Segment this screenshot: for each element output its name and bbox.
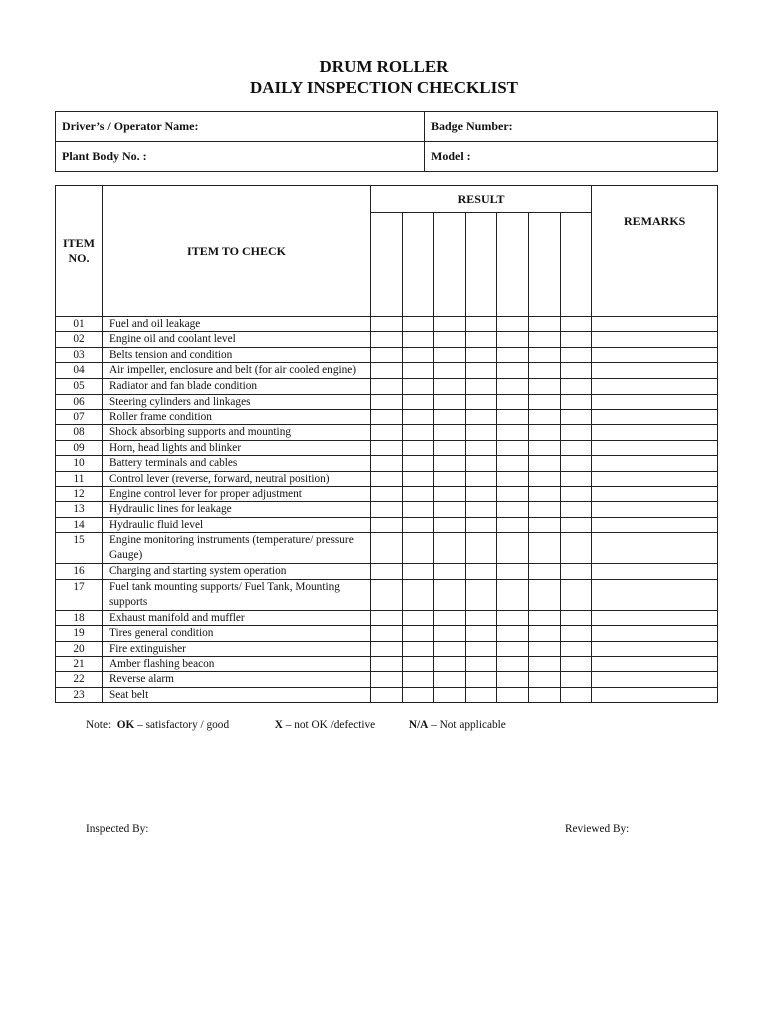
result-cell[interactable] bbox=[465, 471, 497, 486]
result-cell[interactable] bbox=[497, 626, 529, 641]
remarks-cell[interactable] bbox=[592, 517, 718, 532]
result-cell[interactable] bbox=[465, 672, 497, 687]
result-cell[interactable] bbox=[434, 579, 466, 610]
result-cell[interactable] bbox=[497, 347, 529, 362]
result-cell[interactable] bbox=[560, 641, 592, 656]
table-row bbox=[56, 564, 718, 579]
result-cell[interactable] bbox=[434, 502, 466, 517]
result-cell[interactable] bbox=[402, 641, 434, 656]
result-cell[interactable] bbox=[402, 533, 434, 564]
result-cell[interactable] bbox=[371, 564, 403, 579]
result-cell[interactable] bbox=[465, 641, 497, 656]
result-cell[interactable] bbox=[402, 672, 434, 687]
item-to-check: Seat belt bbox=[103, 687, 371, 702]
result-cell[interactable] bbox=[465, 410, 497, 425]
result-cell[interactable] bbox=[497, 410, 529, 425]
result-cell[interactable] bbox=[560, 517, 592, 532]
item-to-check: Fuel tank mounting supports/ Fuel Tank, Mounting supports bbox=[103, 579, 371, 610]
item-to-check: Fuel and oil leakage bbox=[103, 317, 371, 332]
table-row bbox=[56, 626, 718, 641]
result-column-header bbox=[465, 213, 497, 317]
result-column-header bbox=[560, 213, 592, 317]
result-cell[interactable] bbox=[497, 579, 529, 610]
x-key: X bbox=[274, 719, 283, 731]
remarks-cell[interactable] bbox=[592, 656, 718, 671]
remarks-cell[interactable] bbox=[592, 379, 718, 394]
result-cell[interactable] bbox=[528, 317, 560, 332]
result-cell[interactable] bbox=[465, 687, 497, 702]
item-to-check: Steering cylinders and linkages bbox=[103, 394, 371, 409]
result-cell[interactable] bbox=[528, 425, 560, 440]
table-row bbox=[56, 317, 718, 332]
item-number: 23 bbox=[56, 687, 103, 702]
result-cell[interactable] bbox=[434, 656, 466, 671]
item-number: 15 bbox=[56, 533, 103, 564]
result-cell[interactable] bbox=[497, 672, 529, 687]
result-cell[interactable] bbox=[402, 656, 434, 671]
document-subtitle: DAILY INSPECTION CHECKLIST bbox=[250, 78, 518, 97]
result-cell[interactable] bbox=[402, 610, 434, 625]
item-number: 21 bbox=[56, 656, 103, 671]
item-number: 10 bbox=[56, 456, 103, 471]
remarks-cell[interactable] bbox=[592, 579, 718, 610]
table-row bbox=[56, 379, 718, 394]
result-cell[interactable] bbox=[497, 456, 529, 471]
item-number: 07 bbox=[56, 410, 103, 425]
result-cell[interactable] bbox=[371, 641, 403, 656]
result-cell[interactable] bbox=[560, 579, 592, 610]
result-cell[interactable] bbox=[528, 533, 560, 564]
result-cell[interactable] bbox=[560, 410, 592, 425]
checklist-body bbox=[56, 317, 718, 703]
remarks-cell[interactable] bbox=[592, 533, 718, 564]
table-row bbox=[56, 517, 718, 532]
model-field[interactable]: Model : bbox=[425, 142, 718, 172]
result-cell[interactable] bbox=[402, 317, 434, 332]
reviewed-by-label: Reviewed By: bbox=[565, 823, 630, 835]
remarks-cell[interactable] bbox=[592, 440, 718, 455]
result-cell[interactable] bbox=[497, 317, 529, 332]
remarks-cell[interactable] bbox=[592, 347, 718, 362]
result-cell[interactable] bbox=[402, 363, 434, 379]
result-cell[interactable] bbox=[528, 332, 560, 347]
result-cell[interactable] bbox=[465, 517, 497, 532]
result-column-header bbox=[528, 213, 560, 317]
result-cell[interactable] bbox=[465, 440, 497, 455]
result-column-header bbox=[434, 213, 466, 317]
result-cell[interactable] bbox=[465, 394, 497, 409]
remarks-cell[interactable] bbox=[592, 410, 718, 425]
result-cell[interactable] bbox=[560, 626, 592, 641]
result-cell[interactable] bbox=[528, 579, 560, 610]
result-cell[interactable] bbox=[528, 672, 560, 687]
remarks-cell[interactable] bbox=[592, 332, 718, 347]
result-cell[interactable] bbox=[434, 317, 466, 332]
table-row bbox=[56, 610, 718, 625]
result-cell[interactable] bbox=[528, 363, 560, 379]
remarks-cell[interactable] bbox=[592, 564, 718, 579]
result-cell[interactable] bbox=[434, 440, 466, 455]
item-number: 09 bbox=[56, 440, 103, 455]
result-cell[interactable] bbox=[371, 410, 403, 425]
x-text: – not OK /defective bbox=[285, 719, 376, 731]
result-cell[interactable] bbox=[402, 487, 434, 502]
result-cell[interactable] bbox=[371, 347, 403, 362]
result-cell[interactable] bbox=[402, 517, 434, 532]
item-to-check: Amber flashing beacon bbox=[103, 656, 371, 671]
result-cell[interactable] bbox=[465, 347, 497, 362]
result-cell[interactable] bbox=[560, 610, 592, 625]
result-cell[interactable] bbox=[434, 456, 466, 471]
item-number: 12 bbox=[56, 487, 103, 502]
item-number: 02 bbox=[56, 332, 103, 347]
result-cell[interactable] bbox=[402, 410, 434, 425]
result-cell[interactable] bbox=[528, 687, 560, 702]
header-item-to-check: ITEM TO CHECK bbox=[103, 186, 371, 317]
result-cell[interactable] bbox=[560, 502, 592, 517]
item-to-check: Radiator and fan blade condition bbox=[103, 379, 371, 394]
result-cell[interactable] bbox=[465, 379, 497, 394]
result-cell[interactable] bbox=[371, 579, 403, 610]
result-cell[interactable] bbox=[402, 379, 434, 394]
result-cell[interactable] bbox=[402, 394, 434, 409]
result-cell[interactable] bbox=[371, 332, 403, 347]
item-to-check: Reverse alarm bbox=[103, 672, 371, 687]
header-result: RESULT bbox=[371, 186, 592, 213]
result-cell[interactable] bbox=[497, 394, 529, 409]
result-cell[interactable] bbox=[528, 394, 560, 409]
result-column-header bbox=[402, 213, 434, 317]
result-cell[interactable] bbox=[560, 440, 592, 455]
item-to-check: Air impeller, enclosure and belt (for air cooled engine) bbox=[103, 363, 371, 379]
item-number: 20 bbox=[56, 641, 103, 656]
result-cell[interactable] bbox=[497, 533, 529, 564]
result-cell[interactable] bbox=[497, 502, 529, 517]
result-cell[interactable] bbox=[560, 425, 592, 440]
item-number: 17 bbox=[56, 579, 103, 610]
result-cell[interactable] bbox=[528, 487, 560, 502]
result-cell[interactable] bbox=[528, 440, 560, 455]
inspected-by-label: Inspected By: bbox=[86, 823, 149, 835]
item-number: 16 bbox=[56, 564, 103, 579]
result-cell[interactable] bbox=[434, 379, 466, 394]
result-cell[interactable] bbox=[371, 533, 403, 564]
result-cell[interactable] bbox=[402, 347, 434, 362]
ok-text: – satisfactory / good bbox=[137, 719, 230, 731]
result-cell[interactable] bbox=[465, 487, 497, 502]
result-cell[interactable] bbox=[497, 656, 529, 671]
result-cell[interactable] bbox=[528, 456, 560, 471]
remarks-cell[interactable] bbox=[592, 641, 718, 656]
result-cell[interactable] bbox=[402, 502, 434, 517]
item-to-check: Control lever (reverse, forward, neutral position) bbox=[103, 471, 371, 486]
table-row bbox=[56, 533, 718, 564]
item-number: 22 bbox=[56, 672, 103, 687]
result-cell[interactable] bbox=[465, 656, 497, 671]
result-cell[interactable] bbox=[497, 687, 529, 702]
item-number: 19 bbox=[56, 626, 103, 641]
result-cell[interactable] bbox=[560, 379, 592, 394]
plant-body-field[interactable]: Plant Body No. : bbox=[56, 142, 425, 172]
result-cell[interactable] bbox=[465, 564, 497, 579]
table-row bbox=[56, 456, 718, 471]
result-cell[interactable] bbox=[560, 394, 592, 409]
result-cell[interactable] bbox=[371, 471, 403, 486]
table-row bbox=[56, 440, 718, 455]
badge-number-field[interactable]: Badge Number: bbox=[425, 112, 718, 142]
result-cell[interactable] bbox=[434, 517, 466, 532]
result-cell[interactable] bbox=[497, 332, 529, 347]
result-cell[interactable] bbox=[371, 425, 403, 440]
note-prefix: Note: bbox=[86, 719, 112, 731]
result-cell[interactable] bbox=[434, 347, 466, 362]
item-to-check: Hydraulic fluid level bbox=[103, 517, 371, 532]
remarks-cell[interactable] bbox=[592, 363, 718, 379]
result-column-header bbox=[497, 213, 529, 317]
result-cell[interactable] bbox=[434, 672, 466, 687]
table-row bbox=[56, 672, 718, 687]
result-cell[interactable] bbox=[560, 332, 592, 347]
result-cell[interactable] bbox=[465, 363, 497, 379]
remarks-cell[interactable] bbox=[592, 687, 718, 702]
result-cell[interactable] bbox=[402, 471, 434, 486]
result-cell[interactable] bbox=[402, 626, 434, 641]
result-cell[interactable] bbox=[497, 440, 529, 455]
item-number: 01 bbox=[56, 317, 103, 332]
item-to-check: Fire extinguisher bbox=[103, 641, 371, 656]
na-key: N/A bbox=[408, 719, 429, 731]
remarks-cell[interactable] bbox=[592, 502, 718, 517]
item-to-check: Belts tension and condition bbox=[103, 347, 371, 362]
result-cell[interactable] bbox=[560, 456, 592, 471]
operator-name-field[interactable]: Driver’s / Operator Name: bbox=[56, 112, 425, 142]
result-cell[interactable] bbox=[434, 410, 466, 425]
result-cell[interactable] bbox=[560, 363, 592, 379]
result-cell[interactable] bbox=[402, 564, 434, 579]
result-cell[interactable] bbox=[497, 610, 529, 625]
result-cell[interactable] bbox=[402, 440, 434, 455]
item-number: 03 bbox=[56, 347, 103, 362]
table-row bbox=[56, 363, 718, 379]
result-cell[interactable] bbox=[371, 487, 403, 502]
item-to-check: Hydraulic lines for leakage bbox=[103, 502, 371, 517]
result-cell[interactable] bbox=[560, 687, 592, 702]
result-cell[interactable] bbox=[560, 672, 592, 687]
result-cell[interactable] bbox=[560, 471, 592, 486]
table-row bbox=[56, 347, 718, 362]
result-cell[interactable] bbox=[371, 517, 403, 532]
remarks-cell[interactable] bbox=[592, 487, 718, 502]
remarks-cell[interactable] bbox=[592, 610, 718, 625]
result-cell[interactable] bbox=[465, 425, 497, 440]
result-cell[interactable] bbox=[465, 502, 497, 517]
item-to-check: Engine monitoring instruments (temperature/ pressure Gauge) bbox=[103, 533, 371, 564]
result-cell[interactable] bbox=[402, 425, 434, 440]
remarks-cell[interactable] bbox=[592, 394, 718, 409]
result-column-header bbox=[371, 213, 403, 317]
table-row bbox=[56, 425, 718, 440]
result-cell[interactable] bbox=[528, 564, 560, 579]
result-cell[interactable] bbox=[434, 487, 466, 502]
table-row bbox=[56, 410, 718, 425]
result-cell[interactable] bbox=[497, 425, 529, 440]
table-row bbox=[56, 332, 718, 347]
table-row bbox=[56, 579, 718, 610]
result-cell[interactable] bbox=[371, 363, 403, 379]
remarks-cell[interactable] bbox=[592, 425, 718, 440]
result-cell[interactable] bbox=[528, 626, 560, 641]
result-cell[interactable] bbox=[371, 440, 403, 455]
result-cell[interactable] bbox=[497, 641, 529, 656]
result-cell[interactable] bbox=[371, 626, 403, 641]
operator-info-table bbox=[55, 111, 718, 172]
remarks-cell[interactable] bbox=[592, 317, 718, 332]
result-cell[interactable] bbox=[465, 456, 497, 471]
item-to-check: Engine control lever for proper adjustment bbox=[103, 487, 371, 502]
result-cell[interactable] bbox=[528, 641, 560, 656]
result-cell[interactable] bbox=[434, 626, 466, 641]
result-cell[interactable] bbox=[465, 332, 497, 347]
result-cell[interactable] bbox=[528, 517, 560, 532]
item-number: 06 bbox=[56, 394, 103, 409]
result-cell[interactable] bbox=[465, 579, 497, 610]
result-cell[interactable] bbox=[528, 410, 560, 425]
item-to-check: Horn, head lights and blinker bbox=[103, 440, 371, 455]
result-cell[interactable] bbox=[497, 564, 529, 579]
item-to-check: Charging and starting system operation bbox=[103, 564, 371, 579]
result-cell[interactable] bbox=[434, 332, 466, 347]
na-text: – Not applicable bbox=[431, 719, 506, 731]
result-cell[interactable] bbox=[528, 379, 560, 394]
table-row bbox=[56, 487, 718, 502]
result-cell[interactable] bbox=[434, 425, 466, 440]
result-cell[interactable] bbox=[371, 317, 403, 332]
result-cell[interactable] bbox=[560, 347, 592, 362]
item-number: 14 bbox=[56, 517, 103, 532]
document-title: DRUM ROLLER bbox=[319, 57, 449, 76]
result-cell[interactable] bbox=[434, 610, 466, 625]
result-cell[interactable] bbox=[434, 533, 466, 564]
result-cell[interactable] bbox=[371, 656, 403, 671]
remarks-cell[interactable] bbox=[592, 471, 718, 486]
result-cell[interactable] bbox=[528, 656, 560, 671]
item-to-check: Tires general condition bbox=[103, 626, 371, 641]
item-number: 05 bbox=[56, 379, 103, 394]
item-number: 11 bbox=[56, 471, 103, 486]
result-cell[interactable] bbox=[497, 363, 529, 379]
result-cell[interactable] bbox=[497, 471, 529, 486]
result-cell[interactable] bbox=[371, 672, 403, 687]
table-row bbox=[56, 641, 718, 656]
remarks-cell[interactable] bbox=[592, 672, 718, 687]
result-cell[interactable] bbox=[371, 687, 403, 702]
result-cell[interactable] bbox=[465, 317, 497, 332]
result-cell[interactable] bbox=[434, 641, 466, 656]
remarks-cell[interactable] bbox=[592, 456, 718, 471]
header-item-no: ITEM NO. bbox=[56, 186, 103, 317]
result-cell[interactable] bbox=[434, 564, 466, 579]
result-cell[interactable] bbox=[465, 610, 497, 625]
result-cell[interactable] bbox=[560, 564, 592, 579]
item-to-check: Shock absorbing supports and mounting bbox=[103, 425, 371, 440]
item-number: 08 bbox=[56, 425, 103, 440]
result-cell[interactable] bbox=[371, 610, 403, 625]
result-cell[interactable] bbox=[560, 656, 592, 671]
result-cell[interactable] bbox=[497, 379, 529, 394]
result-cell[interactable] bbox=[402, 456, 434, 471]
result-cell[interactable] bbox=[528, 347, 560, 362]
inspection-checklist-table bbox=[55, 185, 718, 703]
result-cell[interactable] bbox=[465, 626, 497, 641]
result-cell[interactable] bbox=[434, 687, 466, 702]
item-to-check: Roller frame condition bbox=[103, 410, 371, 425]
table-row bbox=[56, 471, 718, 486]
ok-key: OK bbox=[116, 719, 135, 731]
result-cell[interactable] bbox=[465, 533, 497, 564]
result-cell[interactable] bbox=[497, 517, 529, 532]
result-cell[interactable] bbox=[402, 579, 434, 610]
header-remarks: REMARKS bbox=[592, 186, 718, 317]
remarks-cell[interactable] bbox=[592, 626, 718, 641]
result-cell[interactable] bbox=[434, 363, 466, 379]
table-row bbox=[56, 394, 718, 409]
result-cell[interactable] bbox=[560, 487, 592, 502]
result-cell[interactable] bbox=[371, 379, 403, 394]
item-to-check: Exhaust manifold and muffler bbox=[103, 610, 371, 625]
result-cell[interactable] bbox=[371, 394, 403, 409]
item-number: 13 bbox=[56, 502, 103, 517]
table-row bbox=[56, 687, 718, 702]
result-cell[interactable] bbox=[497, 487, 529, 502]
result-cell[interactable] bbox=[528, 471, 560, 486]
table-row bbox=[56, 502, 718, 517]
result-cell[interactable] bbox=[528, 502, 560, 517]
result-cell[interactable] bbox=[402, 332, 434, 347]
result-cell[interactable] bbox=[560, 533, 592, 564]
item-number: 18 bbox=[56, 610, 103, 625]
result-cell[interactable] bbox=[560, 317, 592, 332]
result-cell[interactable] bbox=[528, 610, 560, 625]
result-cell[interactable] bbox=[402, 687, 434, 702]
legend-note bbox=[86, 719, 506, 731]
item-to-check: Battery terminals and cables bbox=[103, 456, 371, 471]
result-cell[interactable] bbox=[434, 471, 466, 486]
result-cell[interactable] bbox=[371, 502, 403, 517]
item-number: 04 bbox=[56, 363, 103, 379]
item-to-check: Engine oil and coolant level bbox=[103, 332, 371, 347]
result-cell[interactable] bbox=[371, 456, 403, 471]
table-row bbox=[56, 656, 718, 671]
result-cell[interactable] bbox=[434, 394, 466, 409]
